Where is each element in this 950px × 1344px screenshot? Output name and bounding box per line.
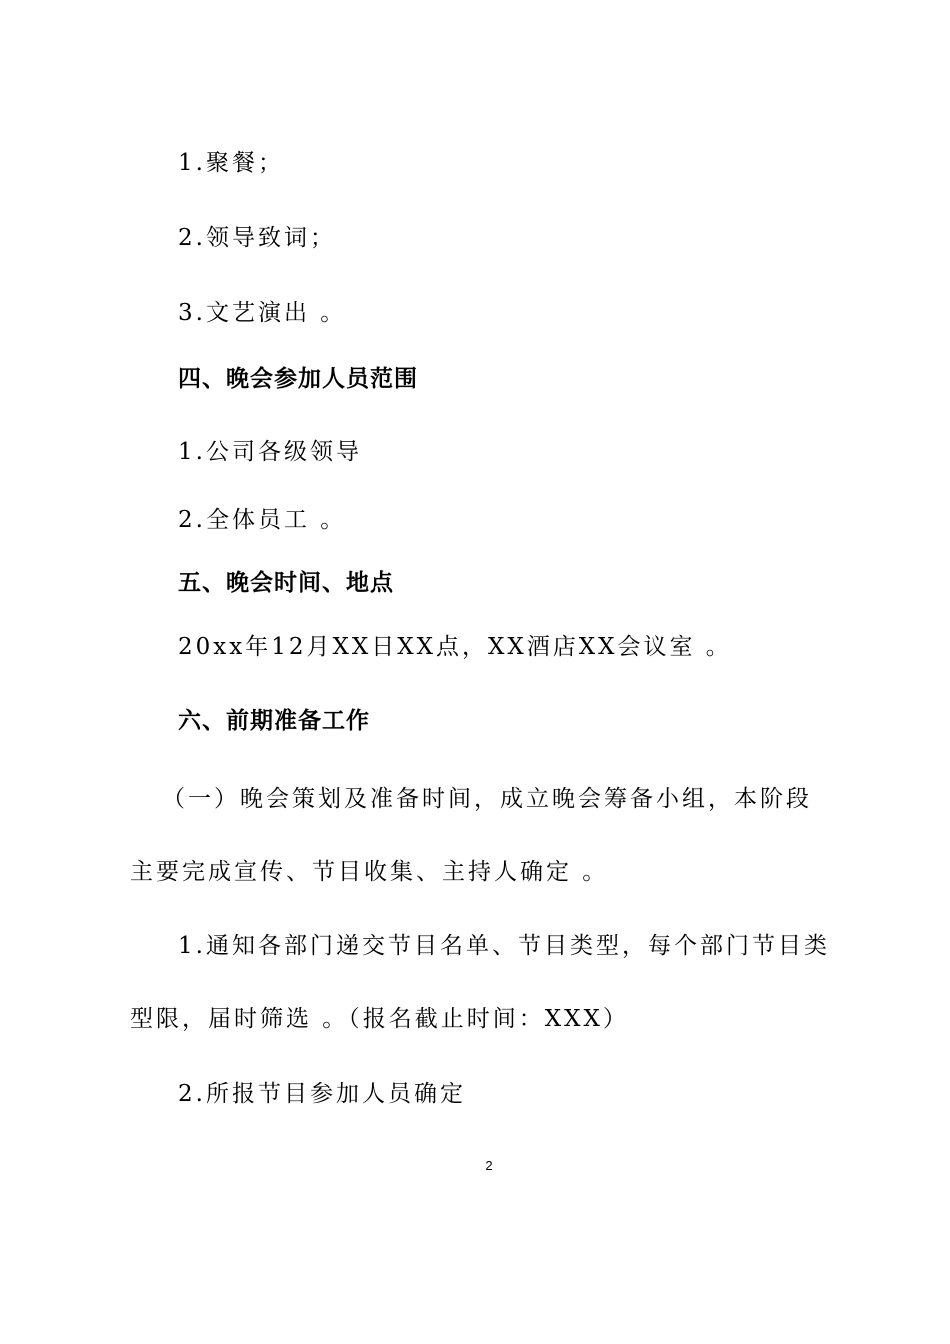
time-place-text: 20xx年12月XX日XX点，XX酒店XX会议室 。 [178,634,732,660]
agenda-item-performance: 3.文艺演出 。 [178,300,347,326]
paragraph-notice-line-2: 型限，届时筛选 。（报名截止时间：XXX） [130,1006,629,1032]
section-heading-time-place: 五、晚会时间、地点 [178,570,394,596]
page-number: 2 [485,1158,493,1173]
participant-item-staff: 2.全体员工 。 [178,507,347,533]
paragraph-planning-line-1: （一）晚会策划及准备时间，成立晚会筹备小组，本阶段 [162,786,812,812]
section-heading-participants: 四、晚会参加人员范围 [178,366,418,392]
paragraph-participants-confirm: 2.所报节目参加人员确定 [178,1081,466,1107]
paragraph-planning-line-2: 主要完成宣传、节目收集、主持人确定 。 [130,859,609,885]
participant-item-leaders: 1.公司各级领导 [178,439,362,465]
agenda-item-leader-speech: 2.领导致词； [178,225,336,251]
section-heading-preparation: 六、前期准备工作 [178,708,370,734]
paragraph-notice-line-1: 1.通知各部门递交节目名单、节目类型，每个部门节目类 [178,933,830,959]
agenda-item-dinner: 1.聚餐； [178,150,284,176]
